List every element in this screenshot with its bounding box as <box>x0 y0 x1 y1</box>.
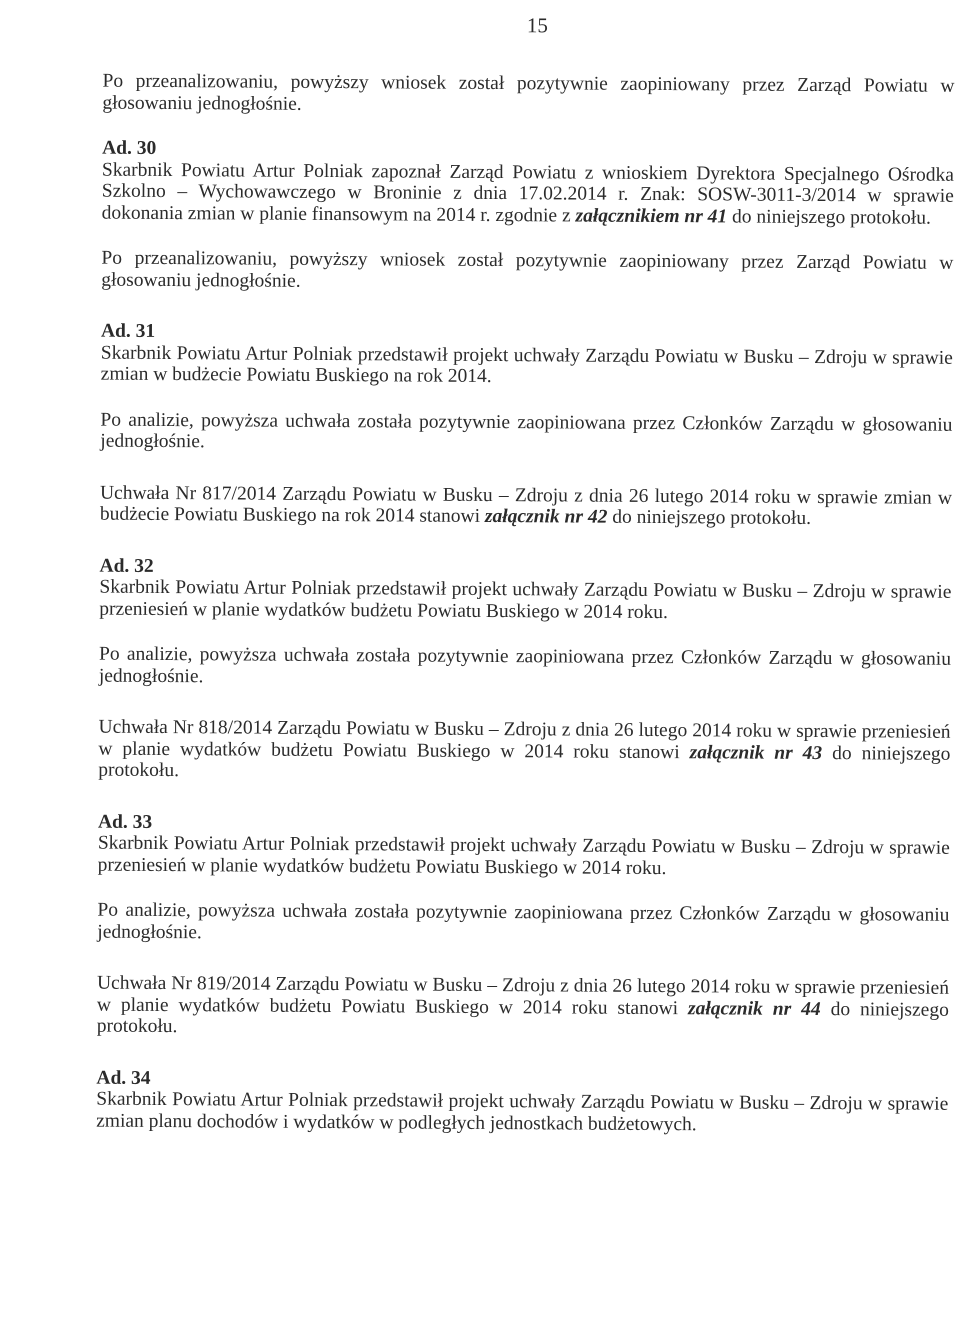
agenda-item-heading: Ad. 31 <box>100 320 156 342</box>
agenda-item-text: Skarbnik Powiatu Artur Polniak przedstawił projekt uchwały Zarządu Powiatu w Busku – Zdroju w sprawie przeniesień w planie wydatków budżetu Powiatu Buskiego w 2014 roku. <box>99 576 952 623</box>
attachment-reference: załącznik nr 43 <box>689 741 823 764</box>
agenda-item-34 <box>96 1067 948 1137</box>
paragraph-opinion-5: Po analizie, powyższa uchwała została pozytywnie zaopiniowana przez Członków Zarządu w głosowaniu jednogłośnie. <box>97 899 950 943</box>
agenda-item-heading: Ad. 34 <box>96 1067 151 1089</box>
agenda-item-heading: Ad. 33 <box>97 811 153 833</box>
agenda-item-33 <box>98 811 950 881</box>
agenda-item-31 <box>101 321 953 391</box>
agenda-item-text <box>102 159 954 229</box>
agenda-item-text: Skarbnik Powiatu Artur Polniak przedstawił projekt uchwały Zarządu Powiatu w Busku – Zdroju w sprawie zmian planu dochodów i wydatków w podległych jednostkach budżetowych. <box>96 1088 949 1135</box>
text-segment: Uchwała Nr 817/2014 Zarządu Powiatu w Busku – Zdroju z dnia 26 lutego 2014 roku w sprawie zmian w budżecie Powiatu Buskiego na rok 2014 stanowi <box>99 482 953 527</box>
agenda-item-heading: Ad. 30 <box>102 137 157 159</box>
paragraph-opinion-4: Po analizie, powyższa uchwała została pozytywnie zaopiniowana przez Członków Zarządu w głosowaniu jednogłośnie. <box>98 643 952 687</box>
text-segment: Skarbnik Powiatu Artur Polniak zapoznał Zarząd Powiatu z wnioskiem Dyrektora Specjalnego Ośrodka Szkolno – Wychowawczego w Broninie z dnia 17.02.2014 r. Znak: SOSW-3011-3/2014 w sprawie dokonania zmian w planie finansowym na 2014 r. zgodnie z <box>101 159 955 227</box>
paragraph-opinion-2: Po przeanalizowaniu, powyższy wniosek został pozytywnie zaopiniowany przez Zarząd Powiatu w głosowaniu jednogłośnie. <box>101 247 954 292</box>
agenda-item-32 <box>99 555 951 625</box>
text-segment: do niniejszego protokołu. <box>607 506 812 529</box>
resolution-paragraph-817 <box>100 482 952 530</box>
text-segment: do niniejszego protokołu. <box>98 742 951 782</box>
text-segment: do niniejszego protokołu. <box>96 998 949 1038</box>
agenda-item-text: Skarbnik Powiatu Artur Polniak przedstawił projekt uchwały Zarządu Powiatu w Busku – Zdroju w sprawie zmian w budżecie Powiatu Buskiego na rok 2014. <box>100 342 953 388</box>
attachment-reference: załącznikiem nr 41 <box>575 205 728 227</box>
document-body <box>96 71 955 1161</box>
text-segment: Uchwała Nr 818/2014 Zarządu Powiatu w Busku – Zdroju z dnia 26 lutego 2014 roku w sprawie przeniesień w planie wydatków budżetu Powiatu Buskiego w 2014 roku stanowi <box>98 716 951 763</box>
agenda-item-heading: Ad. 32 <box>99 555 154 577</box>
attachment-reference: załącznik nr 44 <box>688 997 821 1020</box>
agenda-item-text: Skarbnik Powiatu Artur Polniak przedstawił projekt uchwały Zarządu Powiatu w Busku – Zdroju w sprawie przeniesień w planie wydatków budżetu Powiatu Buskiego w 2014 roku. <box>97 832 950 879</box>
attachment-reference: załącznik nr 42 <box>484 505 608 528</box>
resolution-paragraph-819 <box>97 973 949 1043</box>
paragraph-opinion-1: Po przeanalizowaniu, powyższy wniosek został pozytywnie zaopiniowany przez Zarząd Powiatu w głosowaniu jednogłośnie. <box>102 70 955 115</box>
paragraph-opinion-3: Po analizie, powyższa uchwała została pozytywnie zaopiniowana przez Członków Zarządu w głosowaniu jednogłośnie. <box>100 409 953 453</box>
text-segment: do niniejszego protokołu. <box>727 205 931 229</box>
page-number: 15 <box>526 13 548 38</box>
text-segment: Uchwała Nr 819/2014 Zarządu Powiatu w Busku – Zdroju z dnia 26 lutego 2014 roku w sprawie przeniesień w planie wydatków budżetu Powiatu Buskiego w 2014 roku stanowi <box>96 972 950 1019</box>
agenda-item-30 <box>102 138 955 229</box>
resolution-paragraph-818 <box>98 717 950 787</box>
